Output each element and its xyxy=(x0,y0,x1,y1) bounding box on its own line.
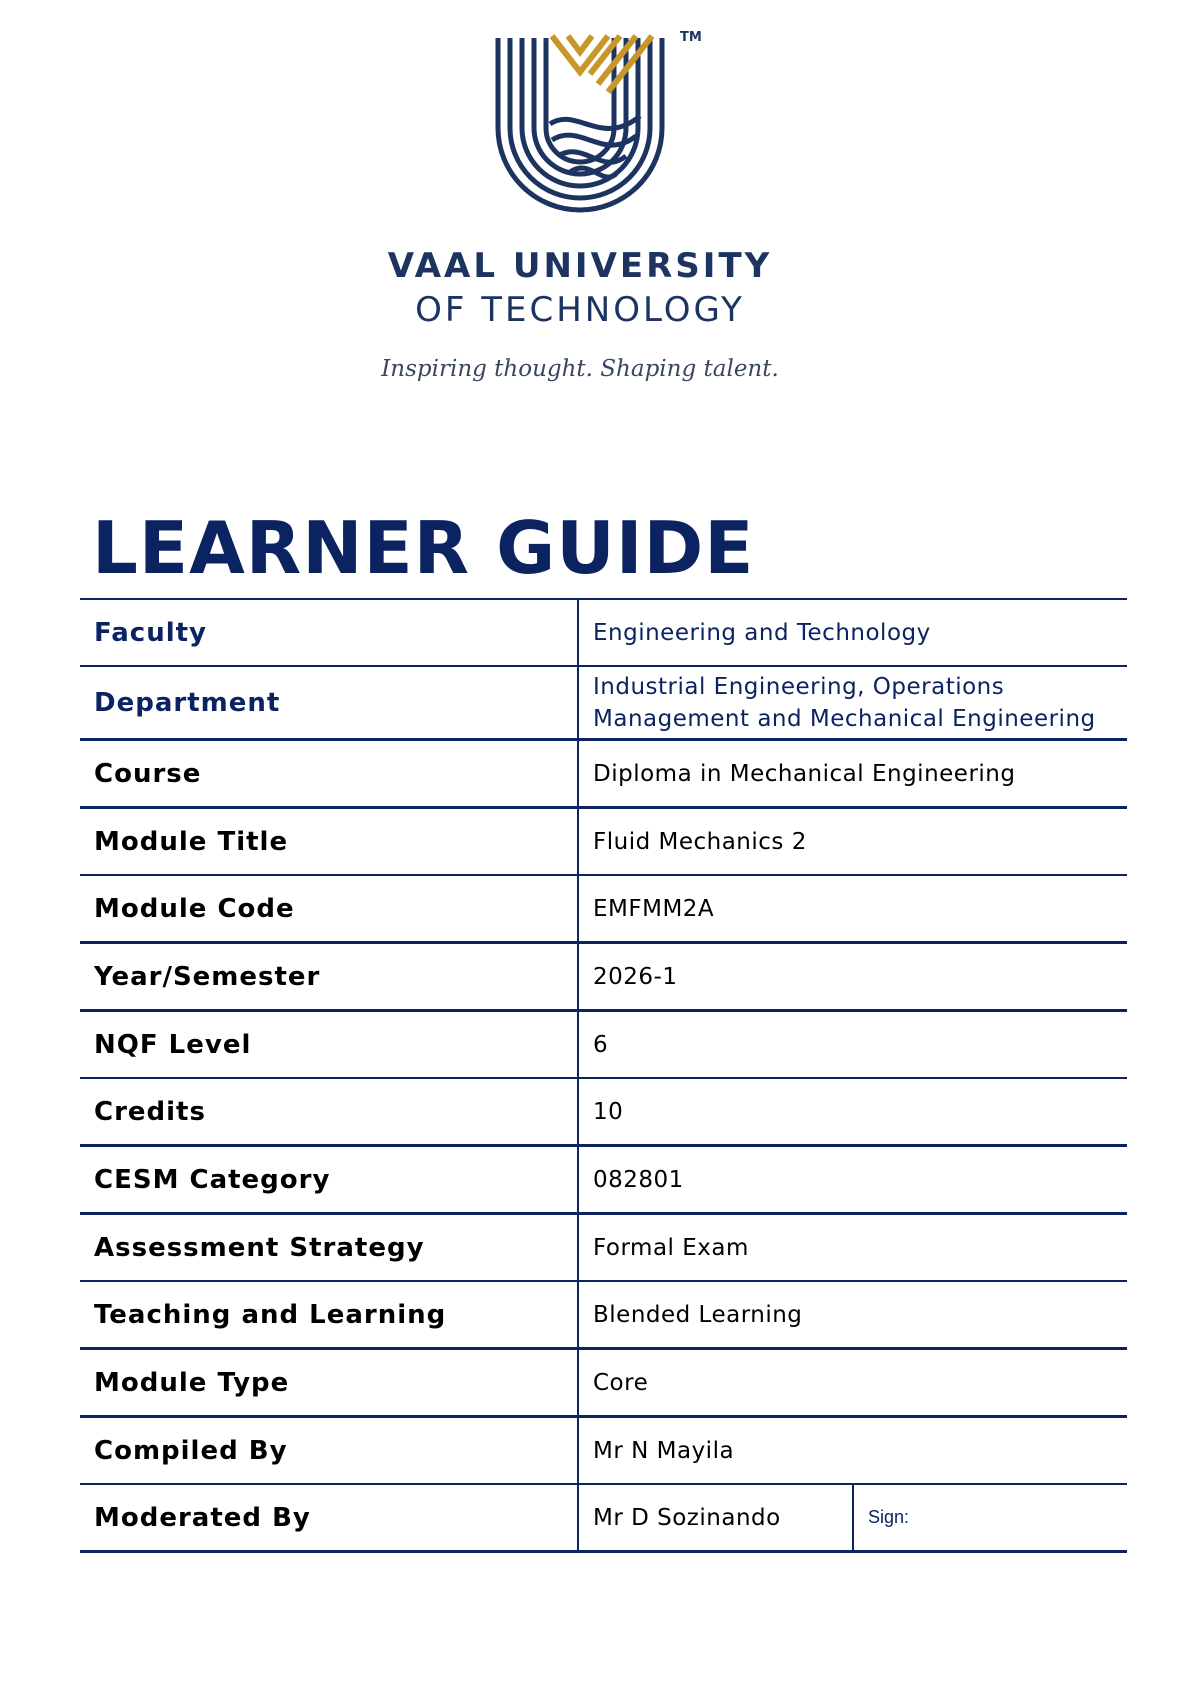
row-value: 6 xyxy=(593,1031,609,1058)
row-value: Core xyxy=(593,1369,649,1396)
table-row xyxy=(80,1146,1127,1214)
row-label: Module Title xyxy=(80,808,578,876)
row-label: Moderated By xyxy=(80,1484,578,1552)
row-label: Credits xyxy=(80,1078,578,1146)
row-value: 2026-1 xyxy=(593,963,678,990)
row-value: EMFMM2A xyxy=(593,895,715,922)
row-label: Compiled By xyxy=(80,1417,578,1485)
table-row xyxy=(80,599,1127,666)
table-row xyxy=(80,1349,1127,1417)
row-label: Faculty xyxy=(80,599,578,666)
row-value: Fluid Mechanics 2 xyxy=(593,828,807,855)
university-tagline: Inspiring thought. Shaping talent. xyxy=(381,356,779,382)
row-label: Module Type xyxy=(80,1349,578,1417)
row-label: NQF Level xyxy=(80,1011,578,1079)
sign-field: Sign: xyxy=(868,1507,910,1527)
row-value: 082801 xyxy=(593,1166,684,1193)
university-name-line2: OF TECHNOLOGY xyxy=(415,290,745,330)
table-row xyxy=(80,1484,1127,1552)
row-label: Course xyxy=(80,740,578,808)
row-label: CESM Category xyxy=(80,1146,578,1214)
row-label: Department xyxy=(80,666,578,740)
table-row xyxy=(80,740,1127,808)
table-row xyxy=(80,1281,1127,1349)
row-value: Industrial Engineering, Operations Management and Mechanical Engineering xyxy=(593,673,1096,732)
table-row xyxy=(80,1011,1127,1079)
row-value: Mr D Sozinando xyxy=(578,1484,853,1552)
row-value: Engineering and Technology xyxy=(593,619,931,646)
table-row xyxy=(80,666,1127,740)
row-label: Assessment Strategy xyxy=(80,1214,578,1282)
row-value: Formal Exam xyxy=(593,1234,749,1261)
row-value: Mr N Mayila xyxy=(593,1437,735,1464)
table-row xyxy=(80,1417,1127,1485)
table-row xyxy=(80,1078,1127,1146)
module-info-table xyxy=(80,598,1127,1553)
university-name-line1: VAAL UNIVERSITY xyxy=(387,246,773,286)
row-value: Diploma in Mechanical Engineering xyxy=(593,760,1016,787)
table-row xyxy=(80,1214,1127,1282)
row-value: Blended Learning xyxy=(593,1301,803,1328)
trademark-mark: TM xyxy=(680,30,702,45)
row-label: Teaching and Learning xyxy=(80,1281,578,1349)
row-value: 10 xyxy=(593,1098,624,1125)
table-row xyxy=(80,808,1127,876)
document-title: LEARNER GUIDE xyxy=(92,506,755,590)
row-label: Module Code xyxy=(80,875,578,943)
row-label: Year/Semester xyxy=(80,943,578,1011)
university-logo xyxy=(380,20,780,400)
table-row xyxy=(80,875,1127,943)
table-row xyxy=(80,943,1127,1011)
university-shield-icon xyxy=(480,28,680,228)
